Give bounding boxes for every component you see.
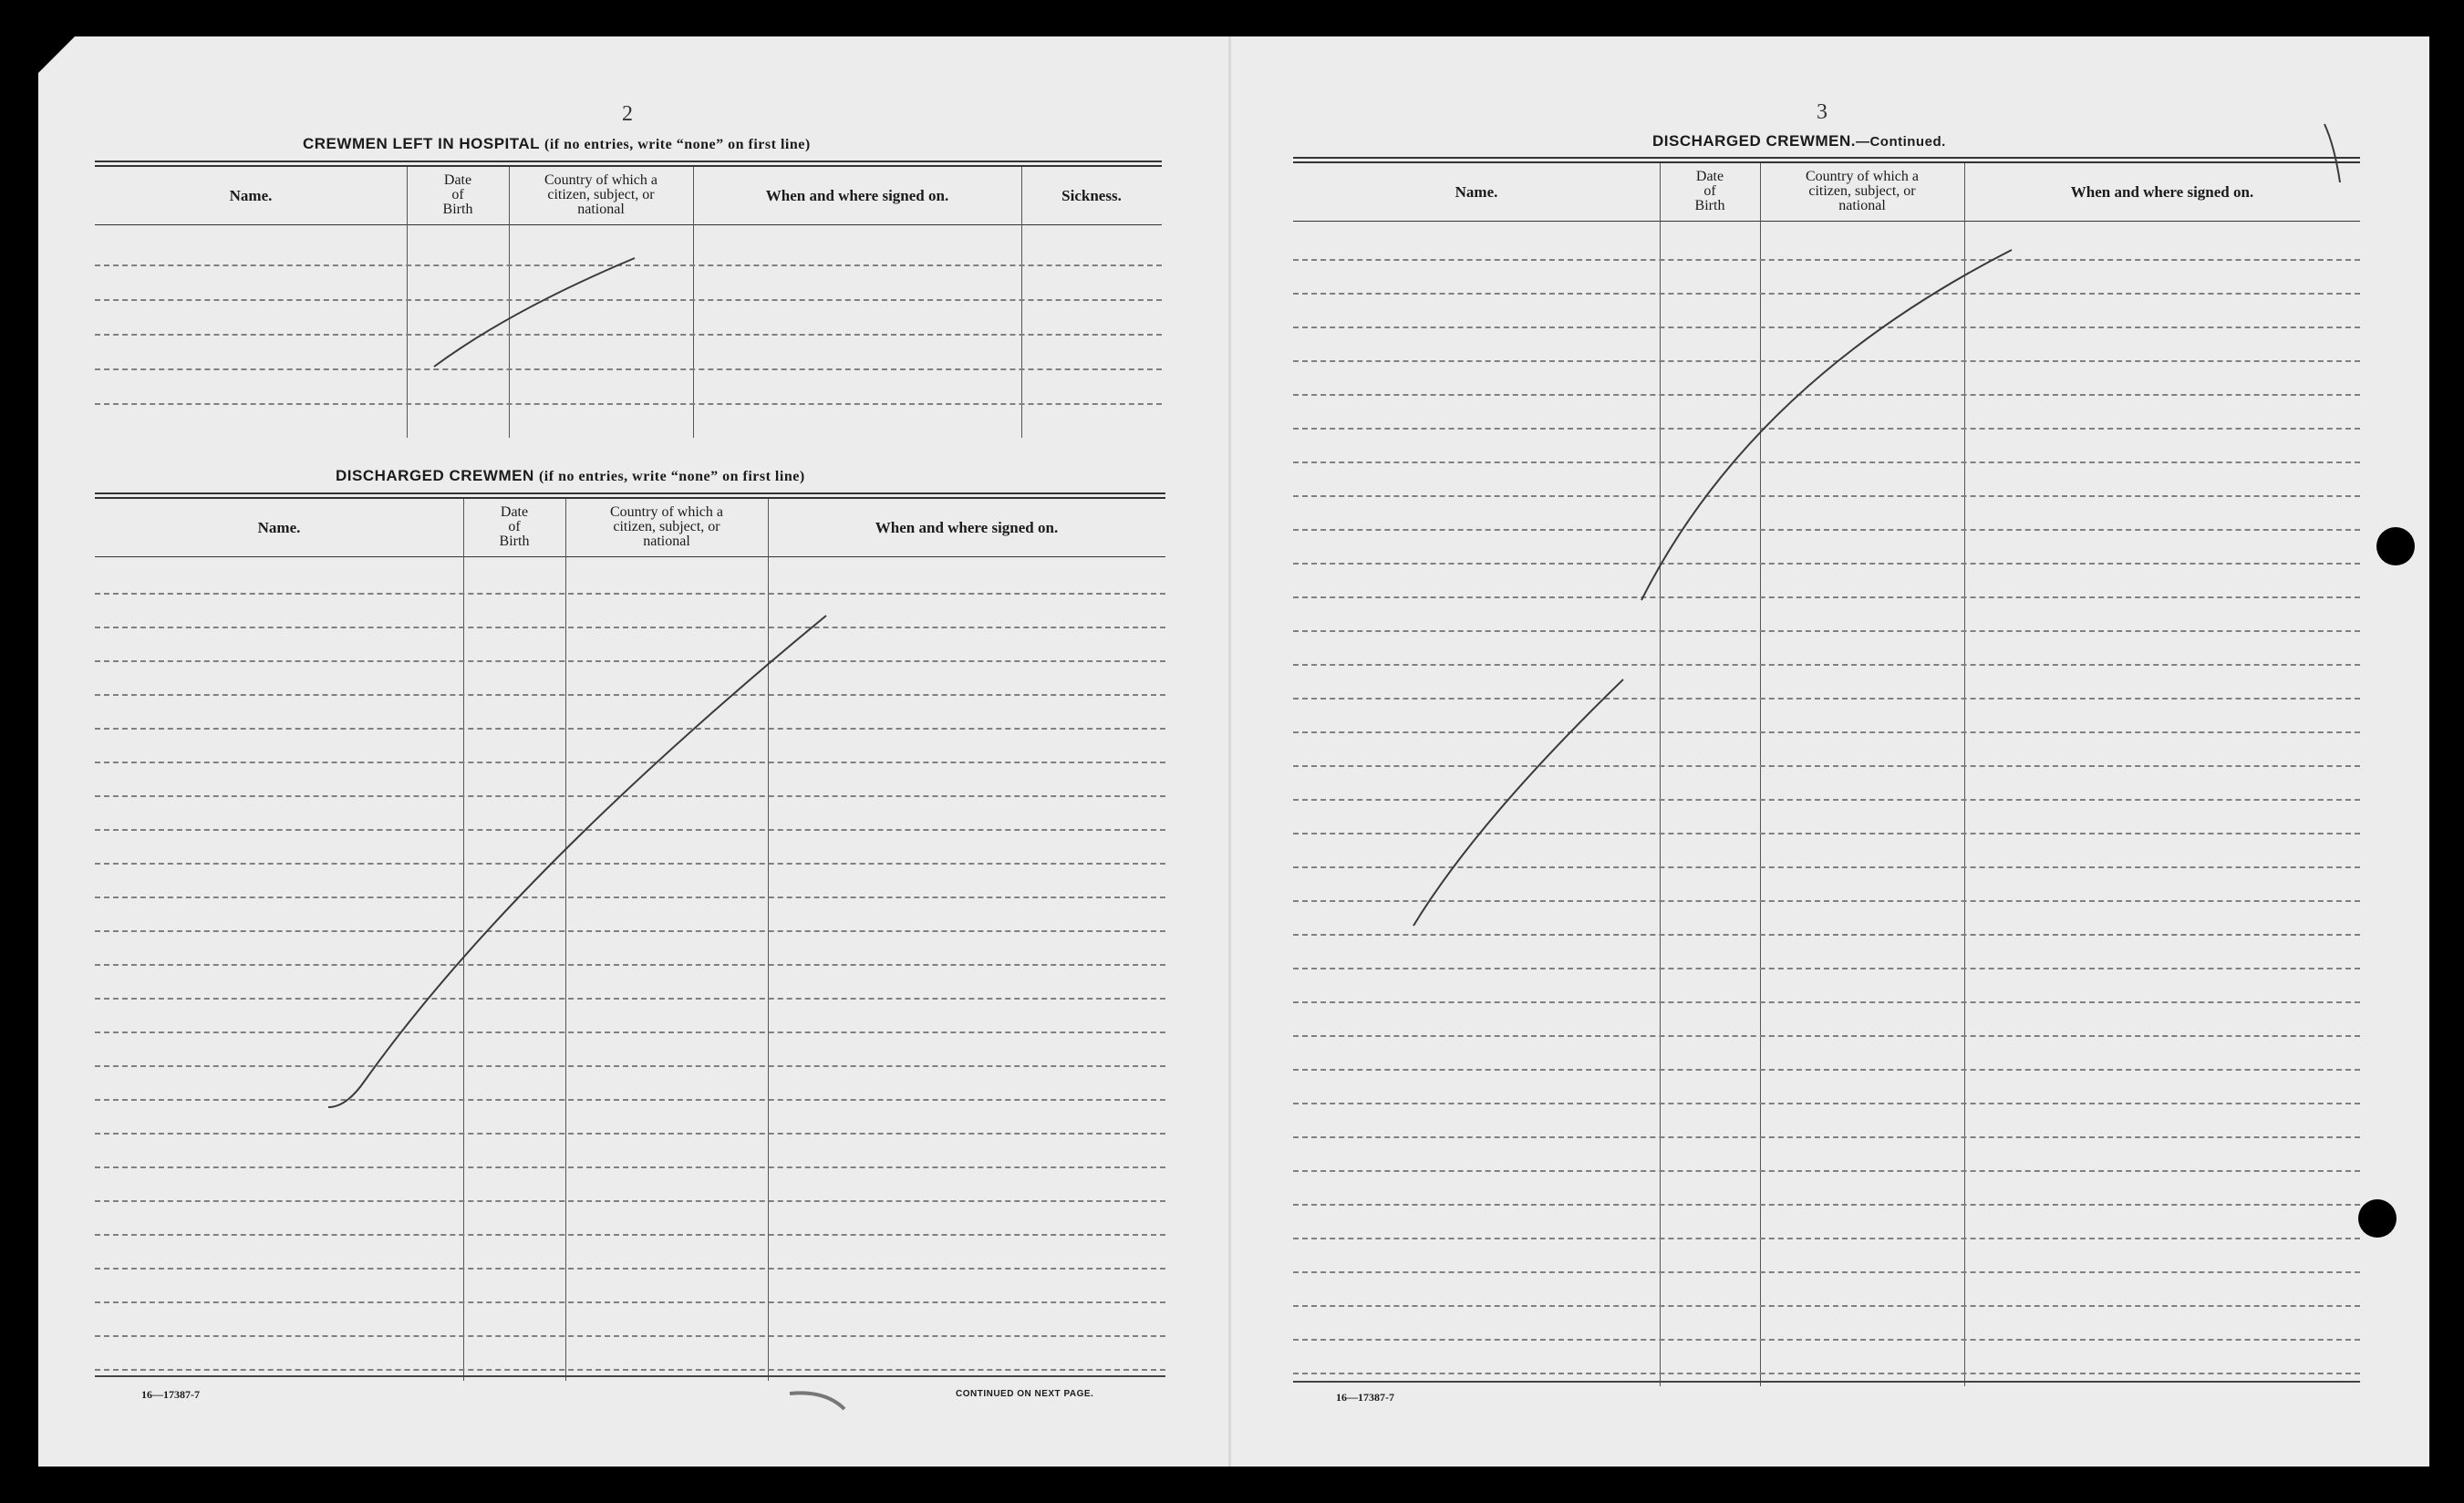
country-line-1: Country of which a xyxy=(610,504,723,520)
dob-line-2: of xyxy=(1703,183,1716,199)
dob-line-2: of xyxy=(508,519,521,534)
continued-suffix: —Continued. xyxy=(1855,134,1946,150)
pen-stroke-discharged-left xyxy=(328,616,826,1107)
pen-stroke-hospital xyxy=(434,258,635,367)
discharged-title-text: DISCHARGED CREWMEN xyxy=(336,467,534,484)
country-line-3: national xyxy=(1838,198,1886,213)
dob-line-1: Date xyxy=(1695,169,1724,184)
dob-line-1: Date xyxy=(443,172,472,188)
hospital-title-note: (if no entries, write “none” on first line) xyxy=(544,137,811,152)
country-line-1: Country of which a xyxy=(544,172,657,188)
pen-stroke-right-upper xyxy=(1641,250,2012,600)
dob-line-3: Birth xyxy=(1694,198,1725,213)
country-line-1: Country of which a xyxy=(1806,169,1919,184)
col-header-name: Name. xyxy=(257,519,301,536)
col-header-signed-on: When and where signed on. xyxy=(875,519,1059,536)
dob-line-1: Date xyxy=(500,504,529,520)
discharged-continued-text: DISCHARGED CREWMEN. xyxy=(1652,132,1856,150)
col-header-signed-on: When and where signed on. xyxy=(765,187,949,204)
margin-mark xyxy=(2324,124,2340,182)
dob-line-3: Birth xyxy=(442,202,473,217)
col-header-signed-on: When and where signed on. xyxy=(2070,183,2254,201)
page-number-right: 3 xyxy=(1817,100,1827,124)
country-line-2: citizen, subject, or xyxy=(547,187,655,202)
form-number-right: 16—17387-7 xyxy=(1336,1391,1394,1404)
country-line-3: national xyxy=(643,534,690,549)
dob-line-2: of xyxy=(451,187,464,202)
dob-line-3: Birth xyxy=(499,534,530,549)
country-line-2: citizen, subject, or xyxy=(1808,183,1916,199)
col-header-sickness: Sickness. xyxy=(1061,187,1122,204)
country-line-3: national xyxy=(577,202,625,217)
hospital-title-text: CREWMEN LEFT IN HOSPITAL xyxy=(303,135,540,152)
col-header-name: Name. xyxy=(229,187,273,204)
page-number-left: 2 xyxy=(622,102,633,126)
pen-stroke-right-lower xyxy=(1413,679,1623,926)
country-line-2: citizen, subject, or xyxy=(613,519,720,534)
col-header-name: Name. xyxy=(1455,183,1498,201)
form-number-left: 16—17387-7 xyxy=(141,1388,200,1401)
continued-note: CONTINUED ON NEXT PAGE. xyxy=(956,1389,1094,1399)
discharged-title-note: (if no entries, write “none” on first line) xyxy=(538,469,805,484)
smudge-mark xyxy=(790,1393,844,1409)
